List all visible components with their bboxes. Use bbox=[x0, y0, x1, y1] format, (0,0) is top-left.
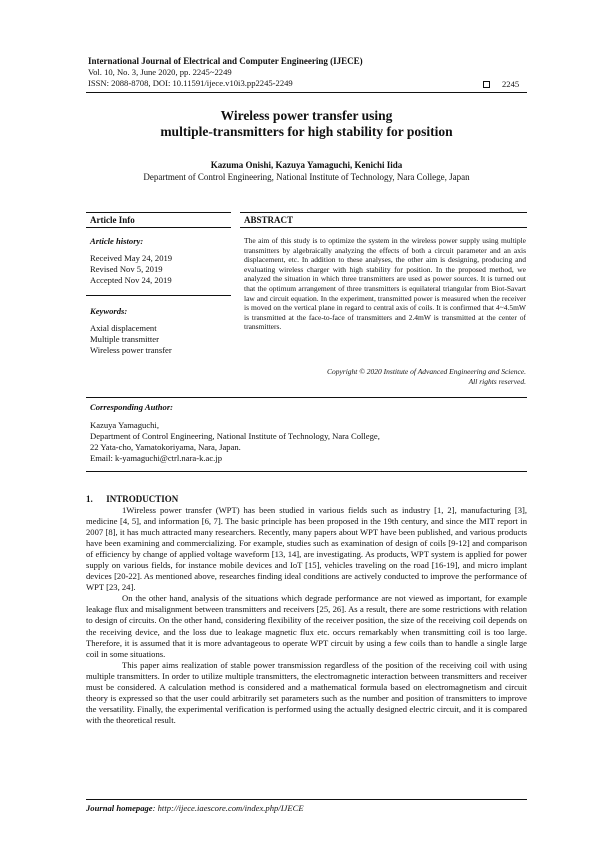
square-icon bbox=[483, 81, 490, 88]
keywords-block bbox=[90, 306, 230, 356]
copyright bbox=[244, 367, 526, 387]
volume-line: Vol. 10, No. 3, June 2020, pp. 2245~2249 bbox=[88, 67, 232, 77]
corresponding-rule-top bbox=[86, 397, 527, 398]
corresponding-address: 22 Yata-cho, Yamatokoriyama, Nara, Japan. bbox=[90, 442, 241, 452]
paragraph: On the other hand, analysis of the situations which degrade performance are not viewed as important, for example leakage flux and misalignment between transmitters and receivers [25, 26]. As a result, there are some restrictions with relation to design of circuits. On the other hand, considering flexibility of the receiver position, the size of the receiving coil depends on the receiving device, and the loss due to leakage magnetic flux etc. occurs remarkably when transmitting coil is too large. Therefore, it is assumed that it is more advantageous to operate WPT circuit by using a few coils than to handle a single large coil in some situations. bbox=[86, 593, 527, 659]
corresponding-dept: Department of Control Engineering, National Institute of Technology, Nara College, bbox=[90, 431, 380, 441]
revised-date: Revised Nov 5, 2019 bbox=[90, 264, 163, 274]
keywords-label: Keywords: bbox=[90, 306, 128, 316]
title-line-1: Wireless power transfer using bbox=[220, 108, 393, 123]
paragraph: This paper aims realization of stable power transmission regardless of the position of the receiving coil with using multiple transmitters. In order to utilize multiple transmitters, the electromagnetic interaction between transmitters and receiver must be considered. A calculation method is considered and a mathematical formula based on electromagnetism and circuit theory is expressed so that the user could arbitrarily set parameters such as the number and position of transmitters to improve the versatility. Finally, the experimental verification is performed using the actually designed electric circuit, and it is compared with the theoretical result. bbox=[86, 659, 527, 725]
received-date: Received May 24, 2019 bbox=[90, 253, 173, 263]
abstract-rule-mid bbox=[240, 227, 527, 228]
homepage-url: : http://ijece.iaescore.com/index.php/IJECE bbox=[152, 803, 304, 813]
header-rule bbox=[86, 92, 527, 93]
abstract-text: The aim of this study is to optimize the system in the wireless power supply using multiple transmitters by algebraically analyzing the effects of both a circuit parameter and an axis displacement, etc. In addition to these analyses, the other aim is designing, producing and evaluating wireless charger with high stability for position. In the proposed method, we analyzed the situation in which three transmitters are used as power sources. It is turned out that the optimum arrangement of three transmitters is equilateral triangular from Biot-Savart law and circuit equation. In the experiment, transmitted power is measured when the receiver is moved on the vertical plane in regard to central axis of coils. It is confirmed that 4~4.5mW is transmitted at the face-to-face of transmitters and 2.4mW is transmitted at the center of transmitters. bbox=[244, 236, 526, 332]
page-number: 2245 bbox=[502, 79, 520, 89]
paper-title bbox=[86, 108, 527, 140]
article-info-rule-mid bbox=[86, 227, 231, 228]
corresponding-name: Kazuya Yamaguchi, bbox=[90, 420, 159, 430]
running-header bbox=[88, 56, 508, 89]
title-line-2: multiple-transmitters for high stability for position bbox=[160, 124, 453, 139]
keyword-item: Axial displacement bbox=[90, 323, 157, 333]
corresponding-email: Email: k-yamaguchi@ctrl.nara-k.ac.jp bbox=[90, 453, 222, 463]
article-history bbox=[90, 236, 230, 286]
corresponding-label: Corresponding Author: bbox=[90, 402, 174, 412]
keywords-rule bbox=[86, 295, 231, 296]
issn-line: ISSN: 2088-8708, DOI: 10.11591/ijece.v10i3.pp2245-2249 bbox=[88, 78, 293, 88]
accepted-date: Accepted Nov 24, 2019 bbox=[90, 275, 172, 285]
abstract-rule-top bbox=[240, 212, 527, 213]
journal-homepage bbox=[86, 803, 304, 813]
page-number-block bbox=[483, 79, 519, 89]
keyword-item: Wireless power transfer bbox=[90, 345, 172, 355]
footer-rule bbox=[86, 799, 527, 800]
corresponding-rule-bottom bbox=[86, 471, 527, 472]
paragraph: 1Wireless power transfer (WPT) has been studied in various fields such as industry [1, 2], manufacturing [3], medicine [4, 5], and information [6, 7]. The basic principle has been proposed in the 19th century, and since the MIT report in 2007 [8], it has much attracted many researchers. Recently, many papers about WPT have been published, and various products have been examining and commercializing. For example, studies such as examination of design of coils [9-12] and comparison of efficiency by change of applied voltage waveform [13, 14], are investigating. As products, WPT system is applied for power supply on various fields, for instance mobile devices and IoT [15], vehicles traveling on the road [16-19], and micro implant devices [20-22]. As mentioned above, researches finding ideal conditions are actively conducted to improve the performance of WPT [23, 24]. bbox=[86, 505, 527, 593]
copyright-line-1: Copyright © 2020 Institute of Advanced Engineering and Science. bbox=[326, 367, 526, 376]
article-info-rule-top bbox=[86, 212, 231, 213]
abstract-heading: ABSTRACT bbox=[244, 215, 294, 225]
introduction-body bbox=[86, 505, 527, 726]
authors: Kazuma Onishi, Kazuya Yamaguchi, Kenichi Iida bbox=[210, 160, 403, 170]
keyword-item: Multiple transmitter bbox=[90, 334, 159, 344]
history-label: Article history: bbox=[90, 236, 144, 246]
article-info-heading: Article Info bbox=[90, 215, 135, 225]
journal-name: International Journal of Electrical and Computer Engineering (IJECE) bbox=[88, 56, 363, 66]
section-heading: 1. INTRODUCTION bbox=[86, 494, 179, 504]
homepage-label: Journal homepage bbox=[86, 803, 153, 813]
affiliation: Department of Control Engineering, National Institute of Technology, Nara College, Japan bbox=[143, 172, 470, 182]
corresponding-author-block bbox=[90, 402, 520, 464]
copyright-line-2: All rights reserved. bbox=[468, 377, 526, 386]
